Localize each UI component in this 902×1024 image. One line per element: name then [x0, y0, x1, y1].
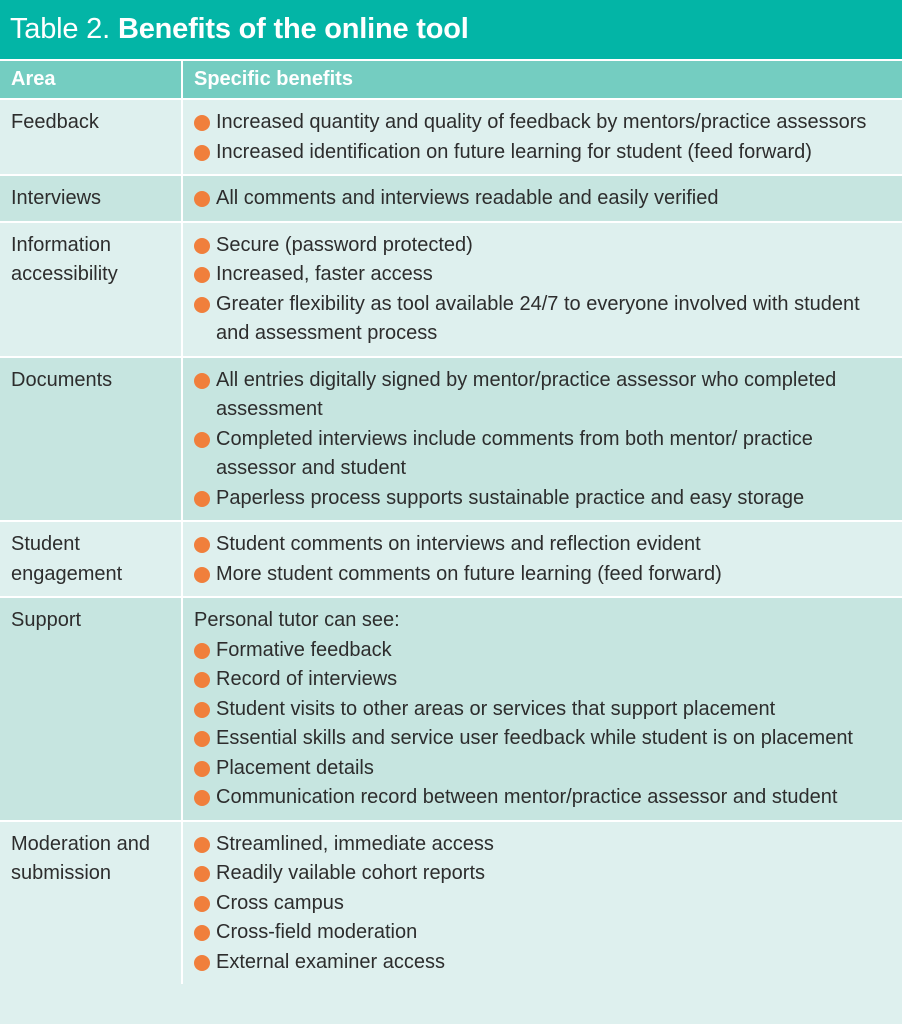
- benefit-item: [194, 830, 891, 860]
- table-row: [0, 99, 902, 175]
- benefit-item: [194, 636, 891, 666]
- orange-dot-icon: [194, 955, 210, 971]
- benefit-item: [194, 425, 891, 484]
- table-row: [0, 597, 902, 821]
- table-row: [0, 175, 902, 222]
- header-row: [0, 61, 902, 99]
- benefit-item: [194, 366, 891, 425]
- benefit-item: [194, 918, 891, 948]
- orange-dot-icon: [194, 537, 210, 553]
- area-cell: Information accessibility: [0, 222, 182, 357]
- area-cell: Support: [0, 597, 182, 821]
- benefit-text: All entries digitally signed by mentor/practice assessor who completed assessment: [216, 368, 837, 420]
- orange-dot-icon: [194, 837, 210, 853]
- orange-dot-icon: [194, 896, 210, 912]
- table-caption: Benefits of the online tool: [117, 13, 469, 45]
- benefit-text: External examiner access: [216, 950, 445, 973]
- table-row: [0, 222, 902, 357]
- benefit-text: All comments and interviews readable and easily verified: [216, 187, 719, 209]
- benefit-text: Communication record between mentor/practice assessor and student: [216, 786, 838, 808]
- table-title: [0, 0, 902, 61]
- benefit-item: [194, 560, 891, 590]
- benefits-cell: [182, 597, 902, 821]
- benefit-item: [194, 783, 891, 813]
- orange-dot-icon: [194, 267, 210, 283]
- benefit-item: [194, 530, 891, 560]
- benefit-text: Placement details: [216, 756, 374, 779]
- benefit-item: [194, 260, 891, 290]
- orange-dot-icon: [194, 491, 210, 507]
- orange-dot-icon: [194, 145, 210, 161]
- benefit-text: More student comments on future learning (feed forward): [216, 562, 722, 585]
- column-header-area: Area: [0, 61, 182, 99]
- orange-dot-icon: [194, 702, 210, 718]
- benefit-item: [194, 290, 891, 349]
- benefit-item: [194, 231, 891, 261]
- benefit-text: Cross campus: [216, 891, 344, 914]
- benefits-cell: [182, 99, 902, 175]
- orange-dot-icon: [194, 925, 210, 941]
- benefit-text: Increased, faster access: [216, 263, 433, 285]
- benefit-item: [194, 695, 891, 725]
- table-row: [0, 521, 902, 597]
- orange-dot-icon: [194, 866, 210, 882]
- benefit-text: Readily vailable cohort reports: [216, 862, 486, 884]
- benefit-intro: Personal tutor can see:: [194, 609, 400, 631]
- orange-dot-icon: [194, 672, 210, 688]
- benefits-table: [0, 61, 902, 984]
- benefit-item: [194, 108, 891, 138]
- orange-dot-icon: [194, 115, 210, 131]
- benefit-text: Student visits to other areas or services that support placement: [216, 697, 776, 720]
- benefit-text: Increased identification on future learning for student (feed forward): [216, 140, 812, 163]
- orange-dot-icon: [194, 238, 210, 254]
- benefits-cell: [182, 821, 902, 985]
- benefit-text: Record of interviews: [216, 668, 398, 690]
- area-cell: Feedback: [0, 99, 182, 175]
- benefits-cell: [182, 357, 902, 522]
- orange-dot-icon: [194, 761, 210, 777]
- benefit-text: Paperless process supports sustainable practice and easy storage: [216, 486, 805, 509]
- area-cell: Moderation and submission: [0, 821, 182, 985]
- benefit-text: Secure (password protected): [216, 233, 473, 256]
- orange-dot-icon: [194, 432, 210, 448]
- orange-dot-icon: [194, 643, 210, 659]
- benefit-text: Formative feedback: [216, 638, 392, 661]
- orange-dot-icon: [194, 191, 210, 207]
- table-number: Table 2.: [10, 13, 110, 45]
- benefit-item: [194, 948, 891, 978]
- column-header-benefits: Specific benefits: [182, 61, 902, 99]
- benefit-text: Streamlined, immediate access: [216, 832, 494, 855]
- benefit-item: [194, 184, 891, 214]
- benefit-text: Completed interviews include comments from both mentor/ practice assessor and student: [216, 427, 813, 479]
- benefit-item: [194, 859, 891, 889]
- benefit-item: [194, 754, 891, 784]
- orange-dot-icon: [194, 731, 210, 747]
- benefit-text: Greater flexibility as tool available 24/7 to everyone involved with student and assessment process: [216, 292, 860, 344]
- orange-dot-icon: [194, 790, 210, 806]
- benefit-item: [194, 889, 891, 919]
- area-cell: Student engagement: [0, 521, 182, 597]
- benefits-cell: [182, 222, 902, 357]
- benefit-text: Student comments on interviews and reflection evident: [216, 533, 701, 555]
- benefit-text: Essential skills and service user feedback while student is on placement: [216, 727, 853, 749]
- orange-dot-icon: [194, 373, 210, 389]
- orange-dot-icon: [194, 297, 210, 313]
- orange-dot-icon: [194, 567, 210, 583]
- area-cell: Documents: [0, 357, 182, 522]
- benefit-item: [194, 665, 891, 695]
- table-row: [0, 821, 902, 985]
- benefit-item: [194, 138, 891, 168]
- benefits-cell: [182, 521, 902, 597]
- benefit-text: Increased quantity and quality of feedback by mentors/practice assessors: [216, 111, 867, 133]
- table-row: [0, 357, 902, 522]
- benefit-item: [194, 724, 891, 754]
- benefit-item: [194, 484, 891, 514]
- benefits-cell: [182, 175, 902, 222]
- benefit-text: Cross-field moderation: [216, 921, 418, 943]
- area-cell: Interviews: [0, 175, 182, 222]
